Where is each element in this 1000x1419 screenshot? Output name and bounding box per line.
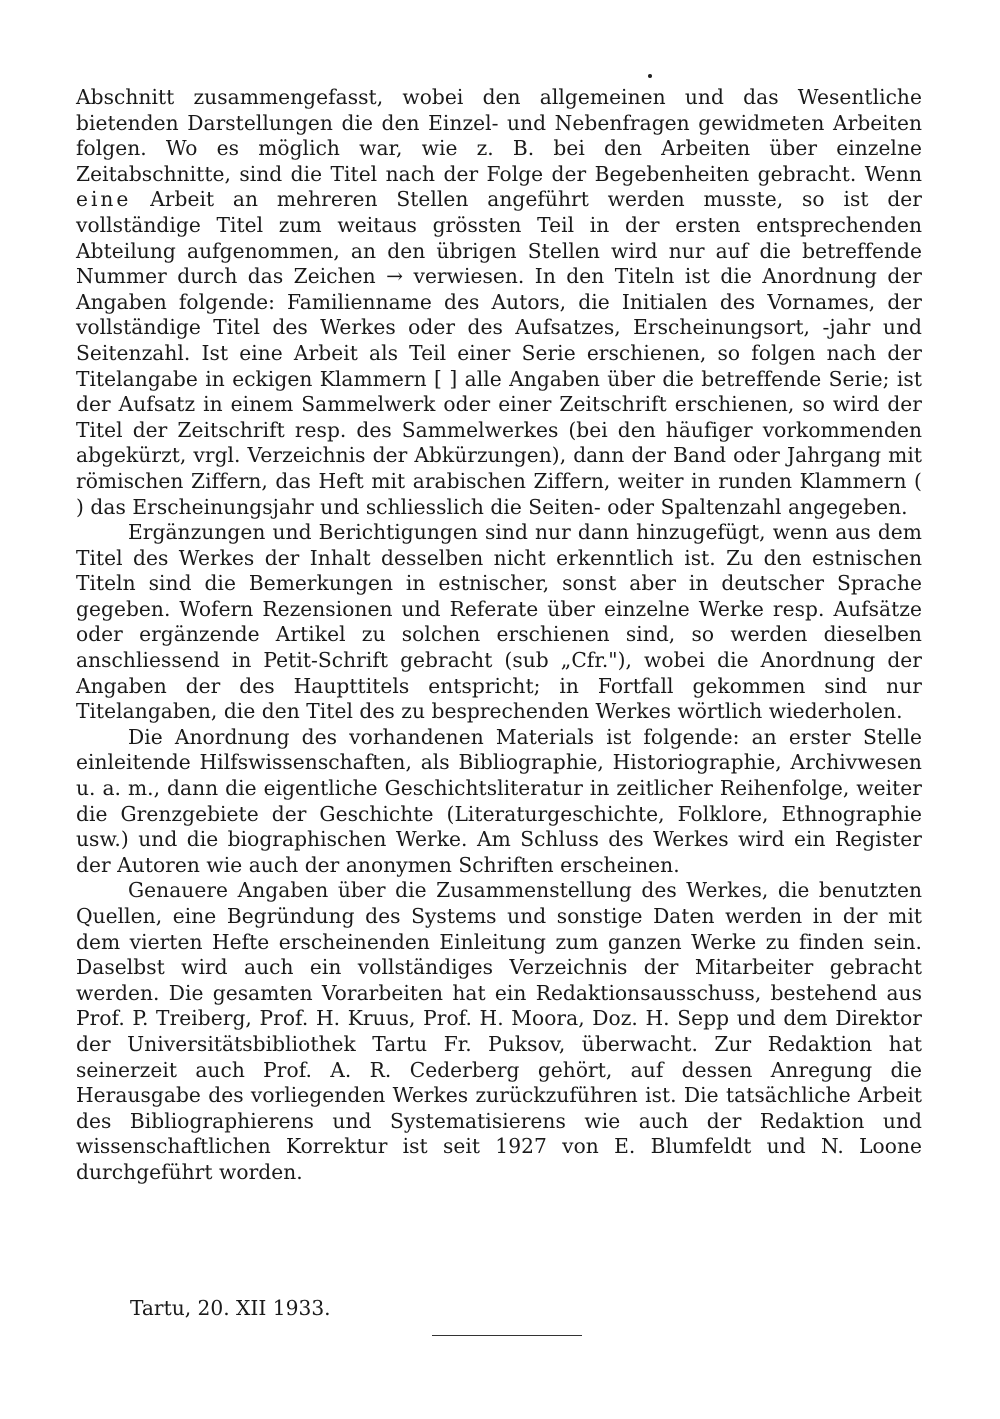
closing-rule — [432, 1335, 582, 1336]
spaced-emphasis: eine — [76, 187, 132, 212]
stray-mark — [648, 74, 652, 78]
paragraph-1-end: Arbeit an mehreren Stellen angeführt werden musste, so ist der vollständige Titel zum weitaus grössten Teil in der ersten entsprechenden Abteilung aufgenommen, an den übrigen Stellen wird nur auf die betreffende Nummer durch das Zeichen → verwiesen. In den Titeln ist die Anordnung der Angaben folgende: Familienname des Autors, die Initialen des Vornames, der vollständige Titel des Werkes oder des Aufsatzes, Erscheinungsort, -jahr und Seitenzahl. Ist eine Arbeit als Teil einer Serie erschienen, so folgen nach der Titelangabe in eckigen Klammern [ ] alle Angaben über die betreffende Serie; ist der Aufsatz in einem Sammelwerk oder einer Zeitschrift erschienen, so wird der Titel der Zeitschrift resp. des Sammelwerkes (bei den häufiger vorkommenden abgekürzt, vrgl. Verzeichnis der Abkürzungen), dann der Band oder Jahrgang mit römischen Ziffern, das Heft mit arabischen Ziffern, weiter in runden Klammern ( ) das Erscheinungsjahr und schliesslich die Seiten- oder Spaltenzahl angegeben. — [76, 187, 922, 519]
paragraph-2: Ergänzungen und Berichtigungen sind nur dann hinzugefügt, wenn aus dem Titel des Werkes der Inhalt desselben nicht erkenntlich ist. Zu den estnischen Titeln sind die Bemerkungen in estnischer, sonst aber in deutscher Sprache gegeben. Wofern Rezensionen und Referate über einzelne Werke resp. Aufsätze oder ergänzende Artikel zu solchen erschienen sind, so werden dieselben anschliessend in Petit-Schrift gebracht (sub „Cfr."), wobei die Anordnung der Angaben der des Haupttitels entspricht; in Fortfall gekommen sind nur Titelangaben, die den Titel des zu besprechenden Werkes wörtlich wiederholen. — [76, 520, 922, 724]
place-date: Tartu, 20. XII 1933. — [130, 1296, 331, 1320]
paragraph-3: Die Anordnung des vorhandenen Materials ist folgende: an erster Stelle einleitende Hilfswissenschaften, als Bibliographie, Historiographie, Archivwesen u. a. m., dann die eigentliche Geschichtsliteratur in zeitlicher Reihenfolge, weiter die Grenzgebiete der Geschichte (Literaturgeschichte, Folklore, Ethnographie usw.) und die biographischen Werke. Am Schluss des Werkes wird ein Register der Autoren wie auch der anonymen Schriften erscheinen. — [76, 724, 922, 877]
document-body — [76, 85, 922, 1186]
paragraph-1-start: Abschnitt zusammengefasst, wobei den allgemeinen und das Wesentliche bietenden Darstellungen die den Einzel- und Nebenfragen gewidmeten Arbeiten folgen. Wo es möglich war, wie z. B. bei den Arbeiten über einzelne Zeitabschnitte, sind die Titel nach der Folge der Begebenheiten gebracht. Wenn — [76, 85, 922, 186]
paragraph-1 — [76, 85, 922, 520]
paragraph-4: Genauere Angaben über die Zusammenstellung des Werkes, die benutzten Quellen, eine Begründung des Systems und sonstige Daten werden in der mit dem vierten Hefte erscheinenden Einleitung zum ganzen Werke zu finden sein. Daselbst wird auch ein vollständiges Verzeichnis der Mitarbeiter gebracht werden. Die gesamten Vorarbeiten hat ein Redaktionsausschuss, bestehend aus Prof. P. Treiberg, Prof. H. Kruus, Prof. H. Moora, Doz. H. Sepp und dem Direktor der Universitätsbibliothek Tartu Fr. Puksov, überwacht. Zur Redaktion hat seinerzeit auch Prof. A. R. Cederberg gehört, auf dessen Anregung die Herausgabe des vorliegenden Werkes zurückzuführen ist. Die tatsächliche Arbeit des Bibliographierens und Systematisierens wie auch der Redaktion und wissenschaftlichen Korrektur ist seit 1927 von E. Blumfeldt und N. Loone durchgeführt worden. — [76, 878, 922, 1184]
